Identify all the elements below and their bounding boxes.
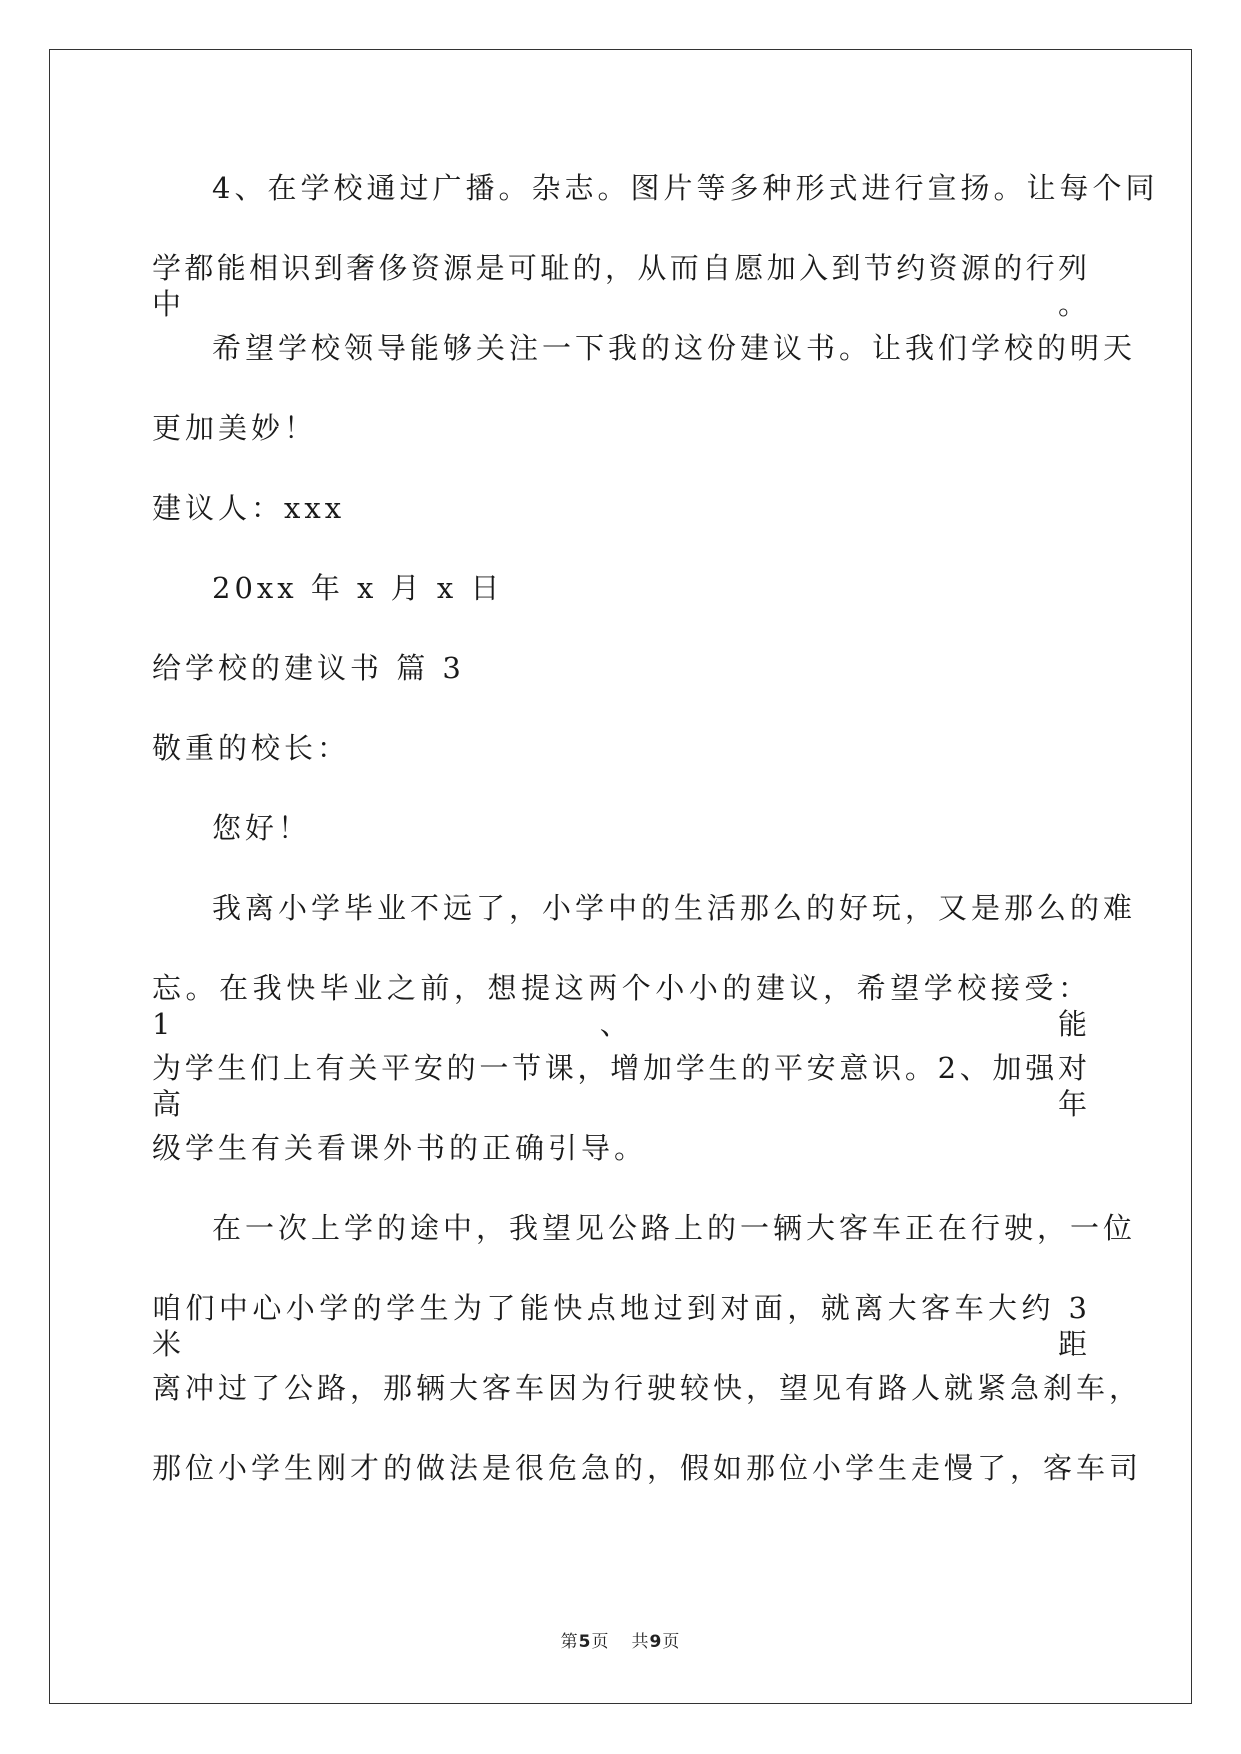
page-suffix: 页 (591, 1632, 610, 1652)
page-number-total: 9 (649, 1632, 663, 1652)
date-line: 20xx 年 x 月 x 日 (212, 571, 504, 605)
body-text-line: 4、在学校通过广播。杂志。图片等多种形式进行宣扬。让每个同 (212, 171, 1159, 205)
body-text-line: 离冲过了公路，那辆大客车因为行驶较快，望见有路人就紧急刹车， (152, 1371, 1143, 1405)
body-text-line: 忘。在我快毕业之前，想提这两个小小的建议，希望学校接受：1、能 (152, 971, 1090, 1041)
signature-line: 建议人：xxx (152, 491, 346, 525)
salutation: 敬重的校长： (152, 731, 351, 765)
body-text-line: 更加美妙！ (152, 411, 318, 445)
body-text-line: 希望学校领导能够关注一下我的这份建议书。让我们学校的明天 (212, 331, 1137, 365)
body-text-line: 咱们中心小学的学生为了能快点地过到对面，就离大客车大约 3 米距 (152, 1291, 1090, 1361)
greeting: 您好！ (212, 811, 312, 845)
body-text-line: 学都能相识到奢侈资源是可耻的，从而自愿加入到节约资源的行列中。 (152, 251, 1090, 321)
body-text-line: 为学生们上有关平安的一节课，增加学生的平安意识。2、加强对高年 (152, 1051, 1090, 1121)
total-suffix: 页 (662, 1632, 681, 1652)
page-footer (0, 1627, 1241, 1652)
body-text-line: 我离小学毕业不远了，小学中的生活那么的好玩，又是那么的难 (212, 891, 1137, 925)
page-prefix: 第 (560, 1632, 579, 1652)
total-prefix: 共 (631, 1632, 650, 1652)
page-number-current: 5 (578, 1632, 592, 1652)
body-text-line: 那位小学生刚才的做法是很危急的，假如那位小学生走慢了，客车司 (152, 1451, 1143, 1485)
body-text-line: 在一次上学的途中，我望见公路上的一辆大客车正在行驶，一位 (212, 1211, 1137, 1245)
body-text-line: 级学生有关看课外书的正确引导。 (152, 1131, 648, 1165)
section-heading: 给学校的建议书 篇 3 (152, 651, 465, 685)
